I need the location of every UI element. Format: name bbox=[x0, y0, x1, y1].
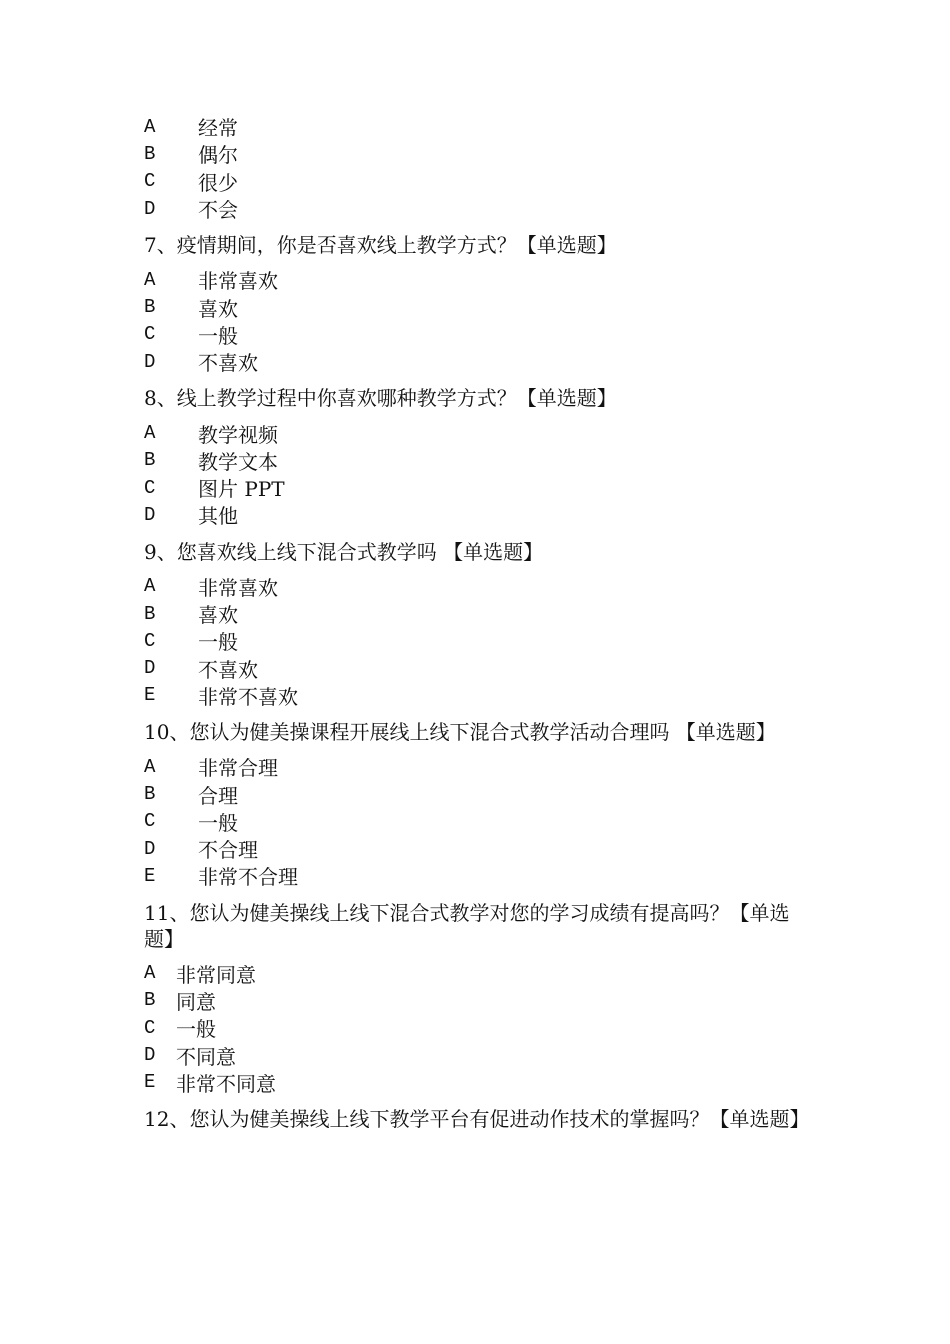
option-text: 教学文本 bbox=[198, 449, 278, 474]
option-row bbox=[144, 987, 814, 1014]
option-letter: C bbox=[144, 810, 156, 833]
document-page bbox=[144, 113, 814, 1140]
option-letter: C bbox=[144, 1016, 156, 1039]
option-text: 经常 bbox=[198, 116, 238, 141]
option-text: 很少 bbox=[198, 170, 238, 195]
question-9-title: 9、您喜欢线上线下混合式教学吗 【单选题】 bbox=[144, 539, 544, 564]
option-row bbox=[144, 266, 814, 293]
option-row bbox=[144, 960, 814, 987]
option-row bbox=[144, 447, 814, 474]
option-row bbox=[144, 195, 814, 222]
option-letter: A bbox=[144, 268, 156, 291]
option-letter: B bbox=[144, 449, 156, 472]
option-row bbox=[144, 835, 814, 862]
option-row bbox=[144, 862, 814, 889]
option-letter: C bbox=[144, 323, 156, 346]
option-letter: D bbox=[144, 503, 156, 526]
option-row bbox=[144, 654, 814, 681]
option-text: 非常喜欢 bbox=[198, 575, 278, 600]
option-text: 合理 bbox=[198, 783, 238, 808]
question-7-title: 7、疫情期间，你是否喜欢线上教学方式？【单选题】 bbox=[144, 233, 617, 258]
question-9-options bbox=[144, 573, 814, 709]
option-text: 不同意 bbox=[176, 1044, 236, 1069]
option-row bbox=[144, 1041, 814, 1068]
option-row bbox=[144, 321, 814, 348]
option-row bbox=[144, 419, 814, 446]
option-text: 一般 bbox=[198, 323, 238, 348]
option-row bbox=[144, 753, 814, 780]
question-10-options bbox=[144, 753, 814, 889]
option-text: 非常合理 bbox=[198, 756, 278, 781]
option-letter: E bbox=[144, 684, 156, 707]
option-row bbox=[144, 113, 814, 140]
option-text: 其他 bbox=[198, 504, 238, 529]
option-text: 不喜欢 bbox=[198, 351, 258, 376]
option-letter: D bbox=[144, 1044, 156, 1067]
option-row bbox=[144, 474, 814, 501]
option-letter: D bbox=[144, 837, 156, 860]
option-letter: B bbox=[144, 602, 156, 625]
question-12-title: 12、您认为健美操线上线下教学平台有促进动作技术的掌握吗？【单选题】 bbox=[144, 1107, 810, 1132]
option-text: 非常不喜欢 bbox=[198, 684, 298, 709]
option-text: 教学视频 bbox=[198, 422, 278, 447]
option-text: 不喜欢 bbox=[198, 657, 258, 682]
option-letter: D bbox=[144, 657, 156, 680]
option-text: 非常不同意 bbox=[176, 1071, 276, 1096]
question-8-title: 8、线上教学过程中你喜欢哪种教学方式？【单选题】 bbox=[144, 386, 617, 411]
option-row bbox=[144, 1069, 814, 1096]
question-10-title: 10、您认为健美操课程开展线上线下混合式教学活动合理吗 【单选题】 bbox=[144, 720, 776, 745]
option-text: 图片 PPT bbox=[198, 477, 285, 502]
option-text: 一般 bbox=[176, 1017, 216, 1042]
option-text: 偶尔 bbox=[198, 143, 238, 168]
option-row bbox=[144, 682, 814, 709]
option-row bbox=[144, 348, 814, 375]
option-text: 不会 bbox=[198, 198, 238, 223]
option-text: 同意 bbox=[176, 989, 216, 1014]
question-7-options bbox=[144, 266, 814, 375]
option-text: 非常同意 bbox=[176, 962, 256, 987]
option-row bbox=[144, 168, 814, 195]
option-row bbox=[144, 293, 814, 320]
option-text: 一般 bbox=[198, 810, 238, 835]
option-letter: B bbox=[144, 296, 156, 319]
option-letter: A bbox=[144, 755, 156, 778]
option-letter: A bbox=[144, 422, 156, 445]
option-letter: B bbox=[144, 142, 156, 165]
option-row bbox=[144, 600, 814, 627]
option-text: 喜欢 bbox=[198, 296, 238, 321]
option-letter: C bbox=[144, 629, 156, 652]
option-text: 不合理 bbox=[198, 838, 258, 863]
option-row bbox=[144, 140, 814, 167]
option-text: 喜欢 bbox=[198, 603, 238, 628]
option-letter: E bbox=[144, 1071, 156, 1094]
option-letter: C bbox=[144, 170, 156, 193]
option-row bbox=[144, 808, 814, 835]
option-letter: B bbox=[144, 989, 156, 1012]
option-row bbox=[144, 627, 814, 654]
option-row bbox=[144, 501, 814, 528]
question-6-options bbox=[144, 113, 814, 222]
option-letter: D bbox=[144, 197, 156, 220]
question-8-options bbox=[144, 419, 814, 528]
option-letter: E bbox=[144, 864, 156, 887]
question-11-options bbox=[144, 960, 814, 1096]
option-letter: C bbox=[144, 476, 156, 499]
option-row bbox=[144, 780, 814, 807]
option-letter: A bbox=[144, 575, 156, 598]
question-11-title: 11、您认为健美操线上线下混合式教学对您的学习成绩有提高吗？【单选题】 bbox=[144, 900, 790, 951]
option-letter: A bbox=[144, 115, 156, 138]
option-letter: A bbox=[144, 962, 156, 985]
option-row bbox=[144, 573, 814, 600]
option-text: 非常不合理 bbox=[198, 865, 298, 890]
option-letter: D bbox=[144, 350, 156, 373]
option-text: 非常喜欢 bbox=[198, 269, 278, 294]
option-letter: B bbox=[144, 782, 156, 805]
option-row bbox=[144, 1014, 814, 1041]
option-text: 一般 bbox=[198, 630, 238, 655]
